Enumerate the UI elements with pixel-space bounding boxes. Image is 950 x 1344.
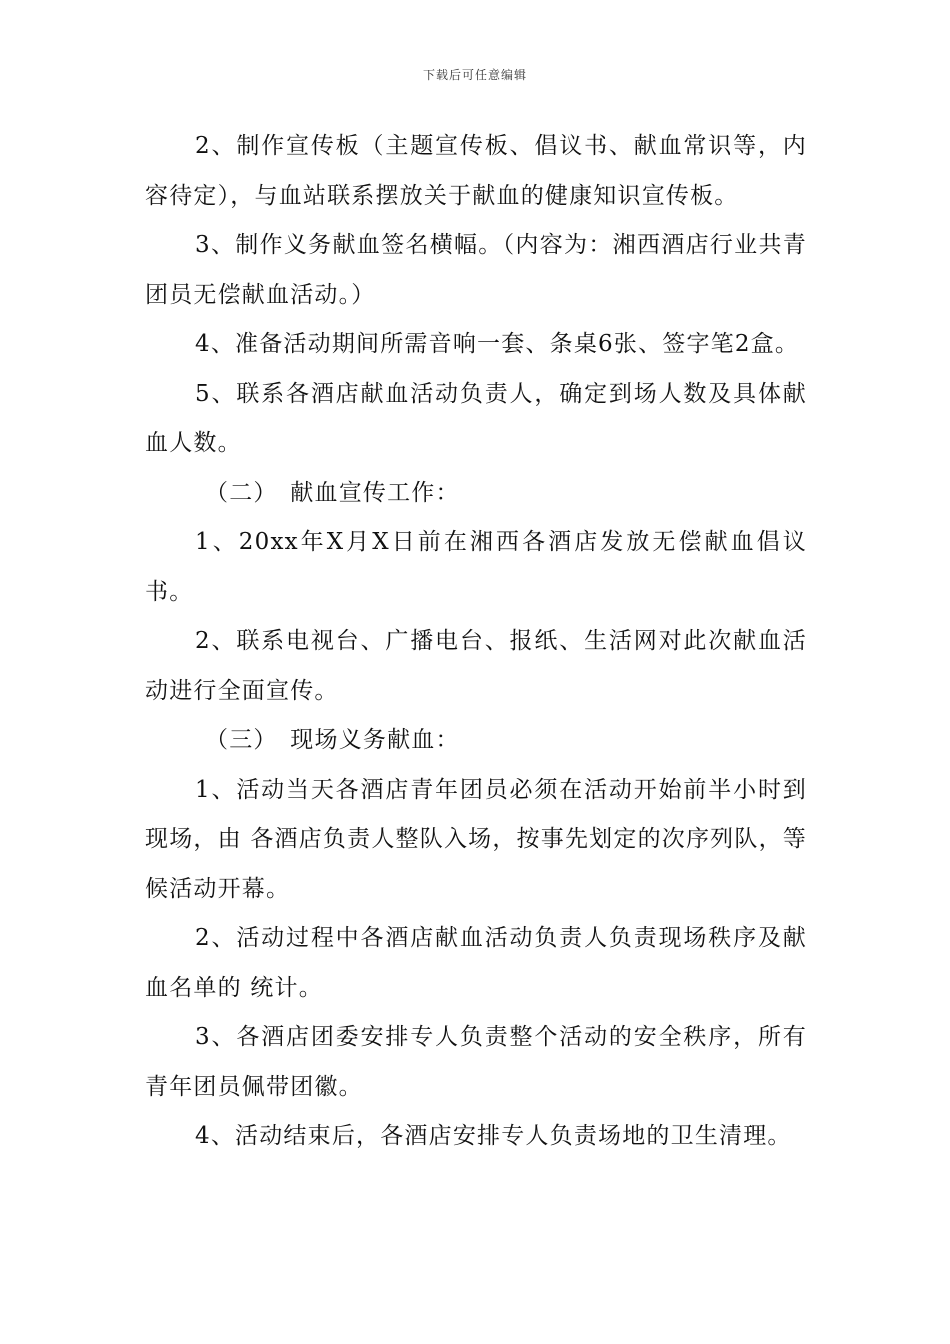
- paragraph-onsite-item-1: 1、活动当天各酒店青年团员必须在活动开始前半小时到现场，由 各酒店负责人整队入场，按事先划定的次序列队，等候活动开幕。: [145, 776, 807, 902]
- paragraph-onsite-item-4: 4、活动结束后，各酒店安排专人负责场地的卫生清理。: [195, 1123, 792, 1149]
- page-header: 下载后可任意编辑: [422, 68, 527, 82]
- section-heading-promotion: （二） 献血宣传工作：: [205, 479, 460, 506]
- paragraph-prep-item-5: 5、联系各酒店献血活动负责人，确定到场人数及具体献血人数。: [145, 380, 807, 456]
- paragraph-promo-item-2: 2、联系电视台、广播电台、报纸、生活网对此次献血活动进行全面宣传。: [145, 628, 807, 704]
- paragraph-promo-item-1: 1、20xx年X月X日前在湘西各酒店发放无偿献血倡议书。: [145, 529, 807, 605]
- document-body: [145, 122, 807, 1162]
- section-heading-onsite: （三） 现场义务献血：: [205, 727, 460, 753]
- paragraph-prep-item-4: 4、准备活动期间所需音响一套、条桌6张、签字笔2盒。: [195, 331, 800, 357]
- paragraph-prep-item-2: 2、制作宣传板（主题宣传板、倡议书、献血常识等，内容待定），与血站联系摆放关于献血的健康知识宣传板。: [145, 133, 807, 209]
- paragraph-onsite-item-3: 3、各酒店团委安排专人负责整个活动的安全秩序，所有青年团员佩带团徽。: [145, 1024, 807, 1100]
- paragraph-prep-item-3: 3、制作义务献血签名横幅。（内容为：湘西酒店行业共青团员无偿献血活动。）: [145, 232, 807, 308]
- paragraph-onsite-item-2: 2、活动过程中各酒店献血活动负责人负责现场秩序及献血名单的 统计。: [145, 925, 807, 1001]
